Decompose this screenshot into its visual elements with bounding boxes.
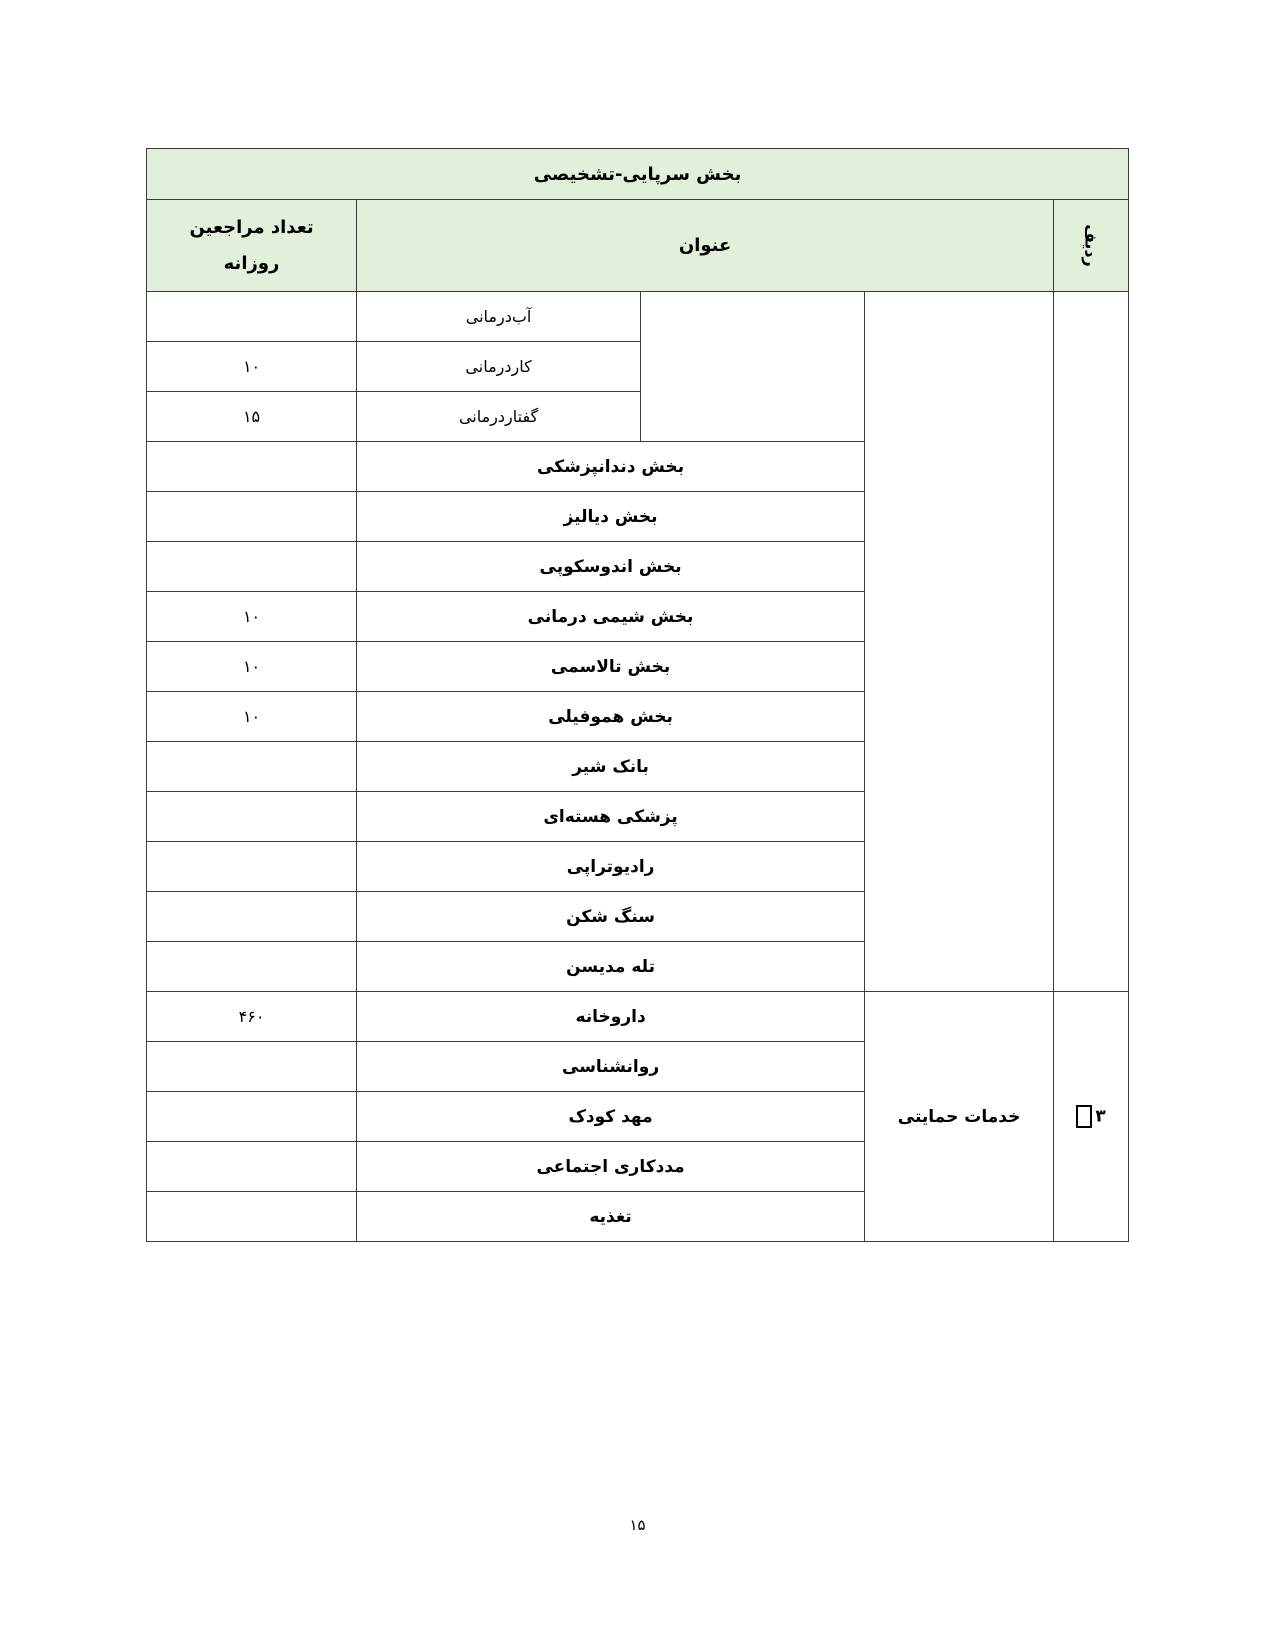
header-row-no-cell — [1054, 200, 1129, 292]
row-title-cell: مهد کودک — [357, 1092, 865, 1142]
row-title-cell: رادیوتراپی — [357, 842, 865, 892]
page-number: ۱۵ — [629, 1516, 646, 1534]
row-title-cell: بخش شیمی درمانی — [357, 592, 865, 642]
row-count-cell — [147, 542, 357, 592]
table-title-row — [147, 149, 1129, 200]
missing-glyph-box — [1076, 1105, 1092, 1128]
row-title-cell: سنگ شکن — [357, 892, 865, 942]
support-row-no-cell — [1054, 992, 1129, 1242]
row-count-cell — [147, 292, 357, 342]
row-count-cell — [147, 1192, 357, 1242]
row-title-cell: بخش تالاسمی — [357, 642, 865, 692]
row-count-cell: ۱۵ — [147, 392, 357, 442]
row-title-cell: بخش دیالیز — [357, 492, 865, 542]
row-count-cell: ۱۰ — [147, 692, 357, 742]
row-title-cell: مددکاری اجتماعی — [357, 1142, 865, 1192]
table-header-row — [147, 200, 1129, 292]
row-count-cell — [147, 1042, 357, 1092]
row-count-cell — [147, 1092, 357, 1142]
row-title-cell: بخش هموفیلی — [357, 692, 865, 742]
row-count-cell: ۱۰ — [147, 592, 357, 642]
row-title-cell: گفتاردرمانی — [357, 392, 641, 442]
row-title-cell: بخش دندانپزشکی — [357, 442, 865, 492]
row-title-cell: تله مدیسن — [357, 942, 865, 992]
row-title-cell: بخش اندوسکوپی — [357, 542, 865, 592]
header-row-no-label: ردیف — [1081, 224, 1101, 267]
row-title-cell: پزشکی هسته‌ای — [357, 792, 865, 842]
table-row — [147, 992, 1129, 1042]
row-count-cell — [147, 442, 357, 492]
row-count-cell — [147, 742, 357, 792]
support-category-cell: خدمات حمایتی — [865, 992, 1054, 1242]
row-count-cell — [147, 842, 357, 892]
row-count-cell: ۱۰ — [147, 642, 357, 692]
row-count-cell — [147, 942, 357, 992]
row-count-cell — [147, 892, 357, 942]
row-title-cell: کاردرمانی — [357, 342, 641, 392]
row-count-cell — [147, 792, 357, 842]
row-count-cell — [147, 1142, 357, 1192]
row-count-cell: ۱۰ — [147, 342, 357, 392]
row-title-cell: آب‌درمانی — [357, 292, 641, 342]
support-row-no: ۳ — [1095, 1106, 1106, 1127]
outpatient-diagnostic-table — [146, 148, 1129, 1242]
rehab-merged-empty-cell — [641, 292, 865, 442]
row-count-cell: ۴۶۰ — [147, 992, 357, 1042]
row-title-cell: روانشناسی — [357, 1042, 865, 1092]
row-title-cell: تغذیه — [357, 1192, 865, 1242]
header-count-label: تعداد مراجعین روزانه — [189, 216, 314, 274]
category-merged-empty-cell — [865, 292, 1054, 992]
table-title: بخش سرپایی-تشخیصی — [147, 149, 1129, 200]
row-title-cell: بانک شیر — [357, 742, 865, 792]
table-row — [147, 292, 1129, 342]
row-no-merged-empty-cell — [1054, 292, 1129, 992]
header-count-cell — [147, 200, 357, 292]
header-name-cell: عنوان — [357, 200, 1054, 292]
row-title-cell: داروخانه — [357, 992, 865, 1042]
row-count-cell — [147, 492, 357, 542]
